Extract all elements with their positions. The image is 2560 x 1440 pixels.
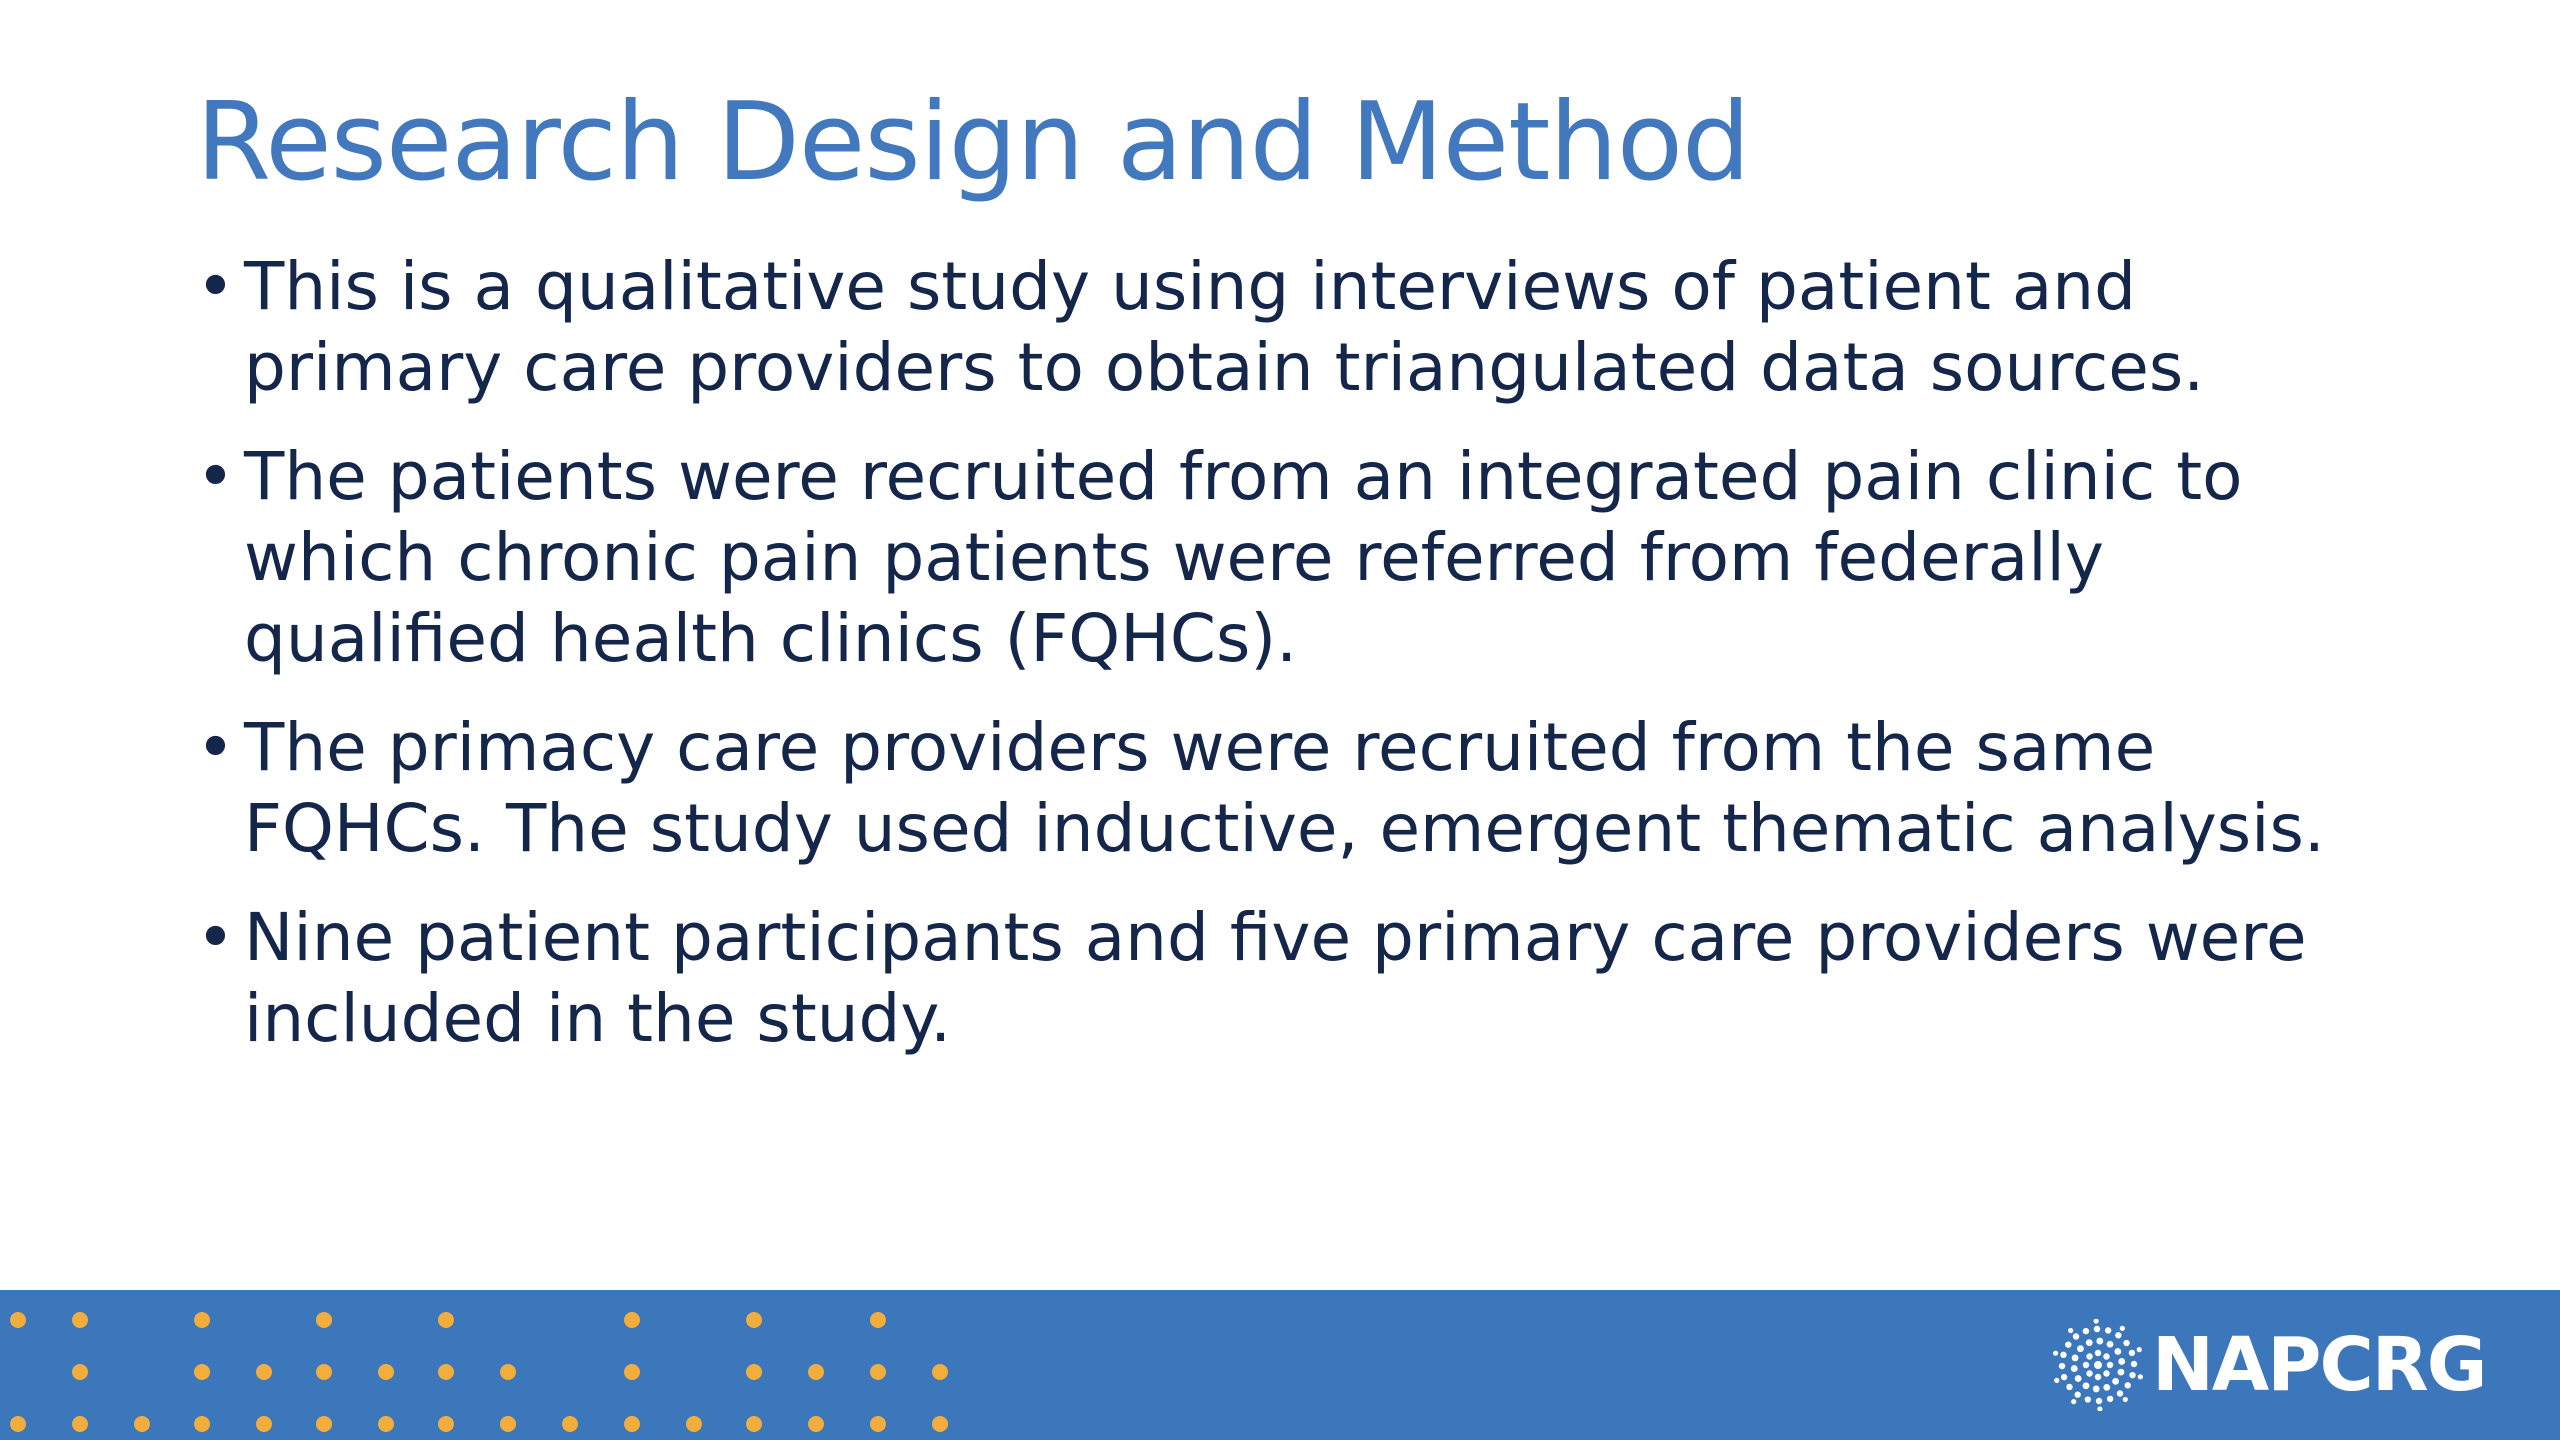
- logo-dot: [2059, 1363, 2065, 1369]
- logo-dot: [2054, 1378, 2059, 1383]
- logo-dot: [2095, 1374, 2101, 1380]
- bullet-line: qualified health clinics (FQHCs).: [244, 600, 1298, 677]
- logo-dot: [2107, 1396, 2113, 1402]
- decorative-dot: [256, 1364, 272, 1380]
- logo-dot: [2074, 1392, 2080, 1398]
- bullet-marker: •: [196, 709, 235, 786]
- decorative-dot: [72, 1312, 88, 1328]
- logo-dot: [2123, 1340, 2129, 1346]
- decorative-dot: [438, 1416, 454, 1432]
- bullet-item: [196, 707, 2416, 869]
- logo-dot: [2053, 1351, 2058, 1356]
- bullet-line: The primacy care providers were recruited from the same: [244, 709, 2156, 786]
- logo-dot: [2131, 1361, 2137, 1367]
- decorative-dot: [256, 1416, 272, 1432]
- decorative-dot: [624, 1416, 640, 1432]
- logo-dot: [2137, 1347, 2142, 1352]
- logo-dot: [2117, 1390, 2123, 1396]
- decorative-dot: [10, 1416, 26, 1432]
- bullet-line: The patients were recruited from an integrated pain clinic to: [244, 438, 2243, 515]
- bullet-marker: •: [196, 899, 235, 976]
- logo-dot: [2085, 1396, 2091, 1402]
- logo-dot: [2112, 1378, 2119, 1385]
- decorative-dot: [438, 1364, 454, 1380]
- bullet-item: [196, 436, 2416, 679]
- decorative-dot: [746, 1312, 762, 1328]
- bullet-marker: •: [196, 438, 235, 515]
- decorative-dot: [686, 1416, 702, 1432]
- logo-dot: [2105, 1327, 2111, 1333]
- decorative-dot: [72, 1416, 88, 1432]
- logo-dot: [2068, 1328, 2073, 1333]
- logo-dot: [2129, 1350, 2135, 1356]
- decorative-dot: [316, 1416, 332, 1432]
- logo-dot: [2123, 1397, 2128, 1402]
- logo-dot: [2061, 1374, 2067, 1380]
- logo-dot: [2120, 1326, 2125, 1331]
- bullet-line: This is a qualitative study using interviews of patient and: [244, 248, 2137, 325]
- decorative-dot: [808, 1364, 824, 1380]
- logo-dot: [2138, 1374, 2143, 1379]
- logo-dot: [2097, 1406, 2102, 1411]
- decorative-dot: [500, 1416, 516, 1432]
- logo-dot: [2118, 1358, 2125, 1365]
- logo-dot: [2107, 1341, 2114, 1348]
- bullet-list: [196, 246, 2416, 1087]
- decorative-dot: [870, 1416, 886, 1432]
- logo-dot: [2073, 1333, 2079, 1339]
- decorative-dot: [624, 1312, 640, 1328]
- logo-dot: [2060, 1352, 2066, 1358]
- decorative-dot: [72, 1364, 88, 1380]
- decorative-dot: [316, 1364, 332, 1380]
- logo-core-dot: [2094, 1361, 2102, 1369]
- logo-dot: [2077, 1345, 2084, 1352]
- logo-dot: [2094, 1326, 2100, 1332]
- logo-dot: [2115, 1332, 2121, 1338]
- decorative-dot: [378, 1364, 394, 1380]
- footer-bar: [0, 1290, 2560, 1440]
- logo-dot: [2107, 1362, 2113, 1368]
- logo-dot: [2129, 1372, 2135, 1378]
- decorative-dot: [870, 1364, 886, 1380]
- logo-dot: [2096, 1338, 2103, 1345]
- decorative-dot: [316, 1312, 332, 1328]
- bullet-line: primary care providers to obtain triangulated data sources.: [244, 329, 2205, 406]
- napcrg-logo: [2052, 1320, 2485, 1410]
- logo-dot: [2083, 1362, 2089, 1368]
- decorative-dot: [746, 1416, 762, 1432]
- decorative-dot: [746, 1364, 762, 1380]
- decorative-dot: [932, 1416, 948, 1432]
- logo-dot: [2093, 1386, 2100, 1393]
- logo-dot: [2103, 1353, 2109, 1359]
- decorative-dot: [194, 1364, 210, 1380]
- logo-dot: [2086, 1339, 2093, 1346]
- logo-dot: [2072, 1355, 2079, 1362]
- bullet-marker: •: [196, 248, 235, 325]
- logo-dot: [2065, 1341, 2071, 1347]
- logo-dot: [2071, 1365, 2078, 1372]
- decorative-dot: [870, 1312, 886, 1328]
- decorative-dot: [194, 1312, 210, 1328]
- logo-dot: [2118, 1369, 2125, 1376]
- logo-dot: [2083, 1382, 2090, 1389]
- bullet-item: [196, 897, 2416, 1059]
- bullet-line: included in the study.: [244, 980, 952, 1057]
- decorative-dot: [378, 1416, 394, 1432]
- decorative-dot: [500, 1364, 516, 1380]
- bullet-item: [196, 246, 2416, 408]
- logo-dot: [2094, 1319, 2099, 1324]
- logo-dot: [2096, 1398, 2102, 1404]
- logo-dot: [2086, 1353, 2092, 1359]
- decorative-dot: [438, 1312, 454, 1328]
- decorative-dot: [932, 1364, 948, 1380]
- starburst-dots-icon: [2052, 1319, 2144, 1411]
- logo-dot: [2103, 1384, 2110, 1391]
- logo-dot: [2083, 1328, 2089, 1334]
- logo-dot: [2114, 1348, 2121, 1355]
- logo-dot: [2066, 1384, 2072, 1390]
- logo-dot: [2075, 1375, 2082, 1382]
- logo-dot: [2095, 1350, 2101, 1356]
- logo-dot: [2125, 1382, 2131, 1388]
- decorative-dot-pattern: [0, 1290, 1000, 1440]
- decorative-dot: [624, 1364, 640, 1380]
- bullet-line: FQHCs. The study used inductive, emergent thematic analysis.: [244, 790, 2325, 867]
- slide-title: Research Design and Method: [196, 80, 1750, 205]
- logo-text: NAPCRG: [2152, 1322, 2486, 1408]
- bullet-line: Nine patient participants and five primary care providers were: [244, 899, 2307, 976]
- decorative-dot: [194, 1416, 210, 1432]
- logo-dot: [2086, 1370, 2092, 1376]
- bullet-line: which chronic pain patients were referred from federally: [244, 519, 2104, 596]
- logo-dot: [2103, 1370, 2109, 1376]
- logo-dot: [2071, 1399, 2076, 1404]
- decorative-dot: [10, 1312, 26, 1328]
- decorative-dot: [134, 1416, 150, 1432]
- decorative-dot: [808, 1416, 824, 1432]
- decorative-dot: [562, 1416, 578, 1432]
